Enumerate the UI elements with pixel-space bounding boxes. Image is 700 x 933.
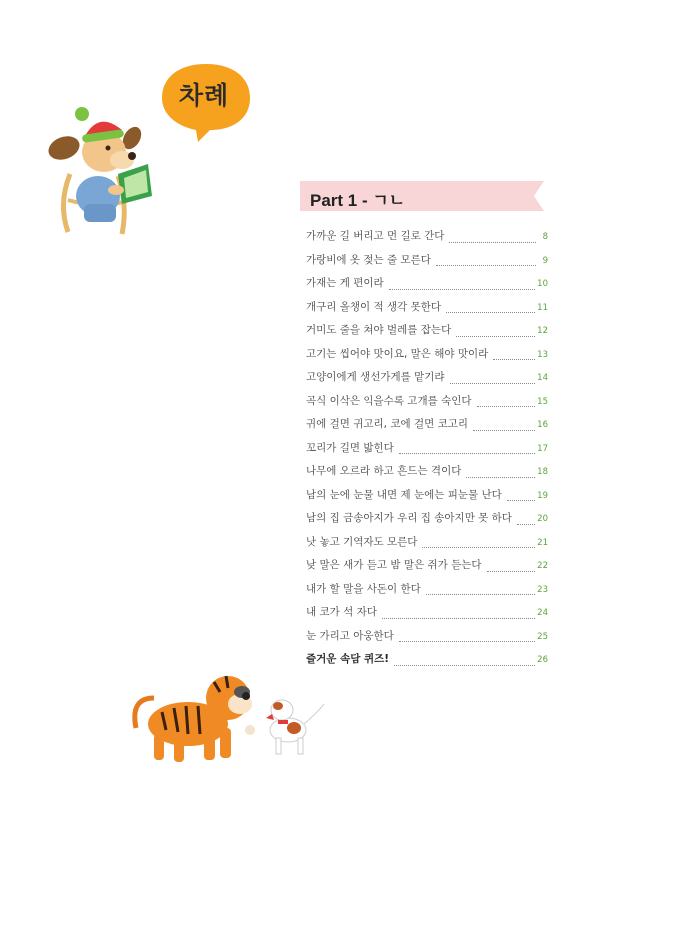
- toc-entry: [306, 463, 548, 487]
- dot-leader: [473, 429, 535, 431]
- toc-entry: [306, 581, 548, 605]
- dot-leader: [394, 664, 535, 666]
- toc-entry-page: 21: [537, 537, 548, 548]
- dog-reading-book-icon: [48, 104, 168, 239]
- toc-entry: [306, 322, 548, 346]
- toc-entry-title: 가재는 게 편이라: [306, 277, 384, 289]
- toc-entry: [306, 393, 548, 417]
- toc-entry-title: 내가 할 말을 사돈이 한다: [306, 582, 421, 595]
- toc-entry-title: 고기는 씹어야 맛이요, 말은 해야 맛이라: [306, 347, 489, 360]
- table-of-contents: [306, 228, 548, 675]
- toc-entry-title: 개구리 올챙이 적 생각 못한다: [306, 300, 442, 313]
- dot-leader: [389, 288, 535, 290]
- toc-entry: [306, 440, 548, 464]
- toc-entry-title: 내 코가 석 자다: [306, 606, 377, 618]
- toc-entry: [306, 487, 548, 511]
- toc-entry: [306, 510, 548, 534]
- toc-entry-page: 15: [537, 396, 548, 407]
- toc-entry: [306, 275, 548, 299]
- dot-leader: [446, 311, 535, 313]
- toc-entry-title: 눈 가리고 아웅한다: [306, 629, 394, 642]
- toc-entry: [306, 604, 548, 628]
- tiger-and-dog-icon: [128, 668, 338, 768]
- toc-entry-page: 19: [537, 490, 548, 501]
- toc-entry-page: 24: [537, 608, 548, 618]
- dot-leader: [399, 452, 535, 454]
- toc-entry-page: 25: [537, 631, 548, 642]
- toc-entry-page: 9: [542, 255, 548, 266]
- dot-leader: [450, 382, 536, 384]
- toc-entry-page: 17: [537, 443, 548, 454]
- toc-entry: [306, 557, 548, 581]
- toc-entry-title: 낫 놓고 기역자도 모른다: [306, 535, 418, 548]
- toc-entry-title: 가까운 길 버리고 먼 길로 간다: [306, 230, 445, 242]
- toc-entry: [306, 228, 548, 252]
- toc-entry-page: 14: [537, 373, 548, 383]
- dot-leader: [466, 476, 535, 478]
- dot-leader: [477, 405, 536, 407]
- toc-entry-page: 12: [537, 326, 548, 336]
- part-title: Part 1 - ㄱㄴ: [310, 191, 406, 210]
- toc-entry-page: 16: [537, 420, 548, 430]
- toc-entry-page: 18: [537, 467, 548, 477]
- dot-leader: [426, 593, 535, 595]
- dot-leader: [517, 523, 535, 525]
- toc-entry-page: 11: [537, 302, 548, 313]
- dot-leader: [382, 617, 535, 619]
- dot-leader: [507, 499, 535, 501]
- dot-leader: [422, 546, 535, 548]
- dot-leader: [436, 264, 536, 266]
- toc-entry-title: 가랑비에 옷 젖는 줄 모른다: [306, 253, 431, 266]
- toc-entry-page: 22: [537, 561, 548, 571]
- toc-entry-title: 즐거운 속담 퀴즈!: [306, 653, 390, 665]
- page-title: 차례: [178, 81, 230, 110]
- toc-entry: [306, 651, 548, 675]
- dot-leader: [493, 358, 535, 360]
- toc-entry: [306, 534, 548, 558]
- toc-entry: [306, 346, 548, 370]
- toc-entry-title: 거미도 줄을 쳐야 벌레를 잡는다: [306, 324, 452, 336]
- dot-leader: [399, 640, 535, 642]
- dot-leader: [456, 335, 535, 337]
- toc-entry-title: 귀에 걸면 귀고리, 코에 걸면 코고리: [306, 418, 469, 430]
- toc-entry-title: 낮 말은 새가 듣고 밤 말은 쥐가 듣는다: [306, 559, 482, 571]
- toc-entry: [306, 252, 548, 276]
- toc-entry-title: 꼬리가 길면 밟힌다: [306, 441, 394, 454]
- toc-entry: [306, 369, 548, 393]
- toc-entry-title: 고양이에게 생선가게를 맡기랴: [306, 371, 445, 383]
- toc-entry-page: 13: [537, 349, 548, 360]
- toc-entry-page: 8: [542, 232, 548, 242]
- toc-entry-title: 남의 눈에 눈물 내면 제 눈에는 피눈물 난다: [306, 488, 502, 501]
- toc-entry-page: 26: [537, 655, 548, 665]
- toc-entry-title: 곡식 이삭은 익을수록 고개를 숙인다: [306, 394, 472, 407]
- dot-leader: [449, 241, 536, 243]
- toc-entry-title: 남의 집 금송아지가 우리 집 송아지만 못 하다: [306, 512, 512, 524]
- toc-entry: [306, 299, 548, 323]
- toc-entry: [306, 628, 548, 652]
- toc-entry-title: 나무에 오르라 하고 흔드는 격이다: [306, 465, 462, 477]
- toc-entry: [306, 416, 548, 440]
- toc-entry-page: 20: [537, 514, 548, 524]
- dot-leader: [487, 570, 536, 572]
- toc-entry-page: 23: [537, 584, 548, 595]
- toc-entry-page: 10: [537, 279, 548, 289]
